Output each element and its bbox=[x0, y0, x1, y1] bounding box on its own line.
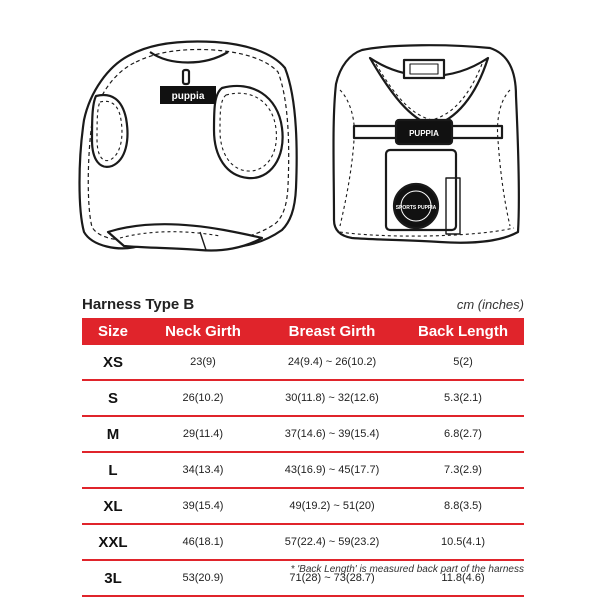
table-title: Harness Type B bbox=[82, 296, 195, 313]
footnote: * 'Back Length' is measured back part of the harness bbox=[290, 564, 524, 575]
header-back-length: Back Length bbox=[402, 318, 524, 345]
breast-girth-cell: 43(16.9) ~ 45(17.7) bbox=[262, 452, 402, 488]
back-length-cell: 11.8(4.6) bbox=[402, 560, 524, 596]
neck-girth-cell: 46(18.1) bbox=[144, 524, 262, 560]
table-row bbox=[82, 452, 524, 488]
back-length-cell: 10.5(4.1) bbox=[402, 524, 524, 560]
table-row bbox=[82, 524, 524, 560]
neck-girth-cell: 26(10.2) bbox=[144, 380, 262, 416]
size-cell: M bbox=[82, 416, 144, 452]
harness-illustrations bbox=[0, 0, 600, 290]
neck-girth-cell: 53(20.9) bbox=[144, 560, 262, 596]
neck-girth-cell: 39(15.4) bbox=[144, 488, 262, 524]
back-length-cell: 8.8(3.5) bbox=[402, 488, 524, 524]
harness-drawing bbox=[0, 0, 600, 290]
table-header-row bbox=[82, 318, 524, 345]
size-cell: L bbox=[82, 452, 144, 488]
table-row bbox=[82, 488, 524, 524]
size-cell: XL bbox=[82, 488, 144, 524]
breast-girth-cell: 49(19.2) ~ 51(20) bbox=[262, 488, 402, 524]
size-cell: 3L bbox=[82, 560, 144, 596]
brand-tag-label: puppia bbox=[171, 91, 205, 102]
header-neck-girth: Neck Girth bbox=[144, 318, 262, 345]
buckle-label: PUPPIA bbox=[409, 129, 439, 138]
header-size: Size bbox=[82, 318, 144, 345]
breast-girth-cell: 37(14.6) ~ 39(15.4) bbox=[262, 416, 402, 452]
table-row bbox=[82, 345, 524, 380]
table-caption-row bbox=[82, 296, 524, 316]
header-breast-girth: Breast Girth bbox=[262, 318, 402, 345]
breast-girth-cell: 57(22.4) ~ 59(23.2) bbox=[262, 524, 402, 560]
breast-girth-cell: 71(28) ~ 73(28.7) bbox=[262, 560, 402, 596]
table-row bbox=[82, 416, 524, 452]
back-length-cell: 5(2) bbox=[402, 345, 524, 380]
size-chart-table bbox=[82, 318, 524, 597]
neck-girth-cell: 34(13.4) bbox=[144, 452, 262, 488]
unit-note: cm (inches) bbox=[456, 297, 524, 312]
size-cell: XXL bbox=[82, 524, 144, 560]
back-length-cell: 5.3(2.1) bbox=[402, 380, 524, 416]
size-cell: S bbox=[82, 380, 144, 416]
breast-girth-cell: 24(9.4) ~ 26(10.2) bbox=[262, 345, 402, 380]
back-length-cell: 7.3(2.9) bbox=[402, 452, 524, 488]
neck-girth-cell: 23(9) bbox=[144, 345, 262, 380]
size-cell: XS bbox=[82, 345, 144, 380]
breast-girth-cell: 30(11.8) ~ 32(12.6) bbox=[262, 380, 402, 416]
patch-label: SPORTS PUPPIA bbox=[395, 205, 437, 211]
back-length-cell: 6.8(2.7) bbox=[402, 416, 524, 452]
harness-back-view bbox=[80, 42, 297, 251]
neck-girth-cell: 29(11.4) bbox=[144, 416, 262, 452]
harness-front-view bbox=[334, 45, 519, 242]
table-row bbox=[82, 380, 524, 416]
